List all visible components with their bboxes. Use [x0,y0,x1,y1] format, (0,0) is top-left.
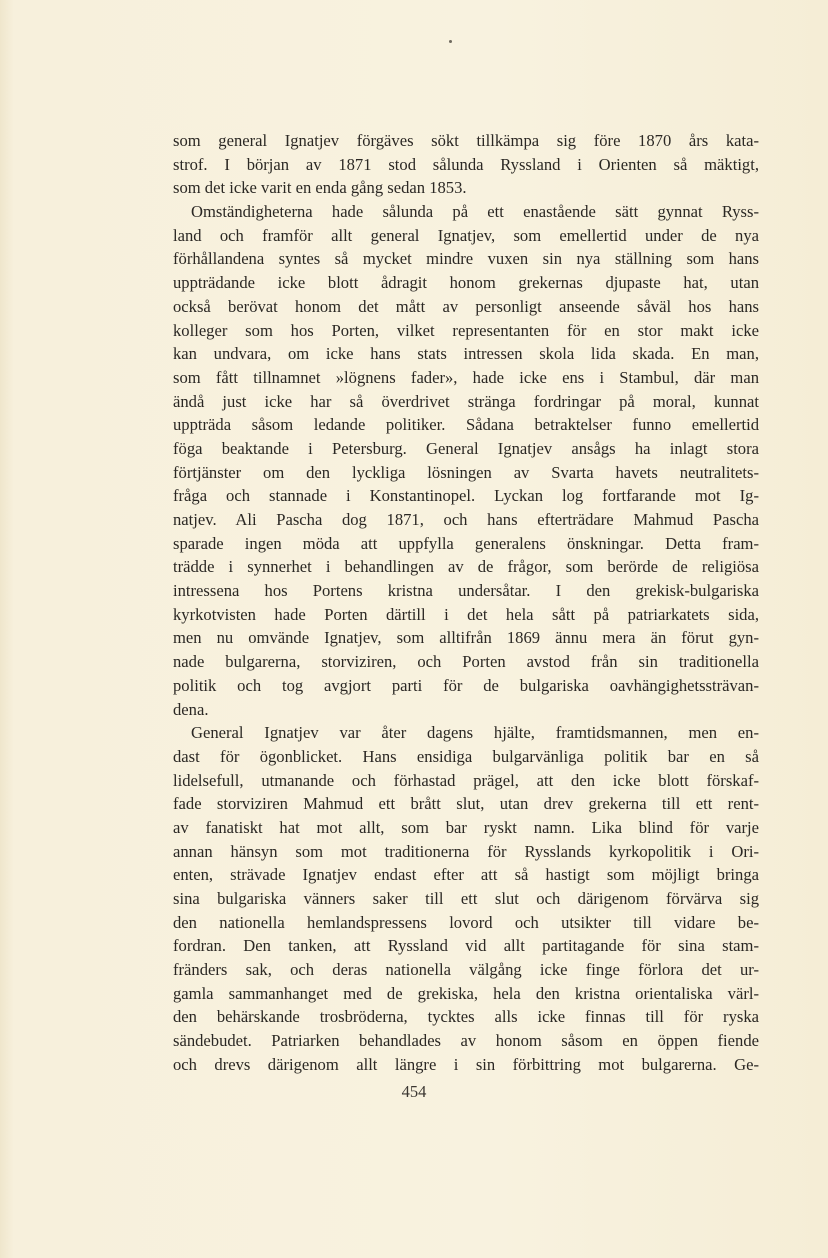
text-line: den behärskande trosbröderna, tycktes alls icke finnas till för ryska [173,1007,759,1027]
text-line: kyrkotvisten hade Porten därtill i det hela sått på patriarkatets sida, [173,604,759,624]
text-line: sparade ingen möda att uppfylla generalens önskningar. Detta fram- [173,533,759,553]
text-line: och drevs därigenom allt längre i sin förbittring mot bulgarerna. Ge- [173,1054,759,1074]
text-line: också berövat honom det mått av personligt anseende såväl hos hans [173,296,759,316]
text-line: sina bulgariska vänners saker till ett slut och därigenom förvärva sig [173,889,759,908]
page-number: 454 [401,1082,427,1101]
text-line: kan undvara, om icke hans stats intressen skola lida skada. En man, [173,344,759,364]
text-line: nade bulgarerna, storviziren, och Porten avstod från sin traditionella [173,652,759,672]
text-line: enten, strävade Ignatjev endast efter att så hastigt som möjligt bringa [173,865,759,885]
text-line: annan hänsyn som mot traditionerna för Rysslands kyrkopolitik i Ori- [173,841,759,861]
text-line: dast för ögonblicket. Hans ensidiga bulgarvänliga politik bar en så [173,746,759,766]
text-line: strof. I början av 1871 stod sålunda Ryssland i Orienten så mäktigt, [173,154,759,174]
text-line: som general Ignatjev förgäves sökt tillkämpa sig före 1870 års kata- [173,131,759,150]
text-line: dena. [173,699,209,719]
text-line: den nationella hemlandspressens lovord och utsikter till vidare be- [173,912,759,932]
text-line: men nu omvände Ignatjev, som alltifrån 1869 ännu mera än förut gyn- [173,628,759,648]
text-line: natjev. Ali Pascha dog 1871, och hans efterträdare Mahmud Pascha [173,510,759,529]
text-line: fade storviziren Mahmud ett brått slut, utan drev grekerna till ett rent- [173,794,759,814]
text-line: fordran. Den tanken, att Ryssland vid allt partitagande för sina stam- [173,936,759,956]
text-line: land och framför allt general Ignatjev, som emellertid under de nya [173,225,759,245]
text-line: av fanatiskt hat mot allt, som bar ryskt namn. Lika blind för varje [173,817,759,837]
text-line: trädde i synnerhet i behandlingen av de frågor, som berörde de religiösa [173,557,759,577]
text-line: som fått tillnamnet »lögnens fader», hade icke ens i Stambul, där man [173,367,759,387]
text-line: förtjänster om den lyckliga lösningen av Svarta havets neutralitets- [173,462,759,482]
text-line: föga beaktande i Petersburg. General Ignatjev ansågs ha inlagt stora [173,438,759,458]
text-line: intressena hos Portens kristna undersåtar. I den grekisk-bulgariska [173,581,759,601]
text-line: kolleger som hos Porten, vilket representanten för en stor makt icke [173,320,759,340]
text-line: Omständigheterna hade sålunda på ett enastående sätt gynnat Ryss- [191,202,759,222]
text-line: ändå just icke har så överdrivet stränga fordringar på moral, kunnat [173,391,759,411]
text-line: uppträda såsom ledande politiker. Sådana betraktelser funno emellertid [173,415,759,435]
text-line: som det icke varit en enda gång sedan 1853. [173,178,467,198]
text-line: lidelsefull, utmanande och förhastad prägel, att den icke blott förskaf- [173,770,759,790]
text-line: sändebudet. Patriarken behandlades av honom såsom en öppen fiende [173,1031,759,1051]
paper-speck [449,40,452,43]
text-line: uppträdande icke blott ådragit honom grekernas djupaste hat, utan [173,273,759,293]
text-line: fränders sak, och deras nationella välgång icke finge förlora det ur- [173,960,759,980]
text-line: fråga och stannade i Konstantinopel. Lyckan log fortfarande mot Ig- [173,486,759,506]
text-line: politik och tog avgjort parti för de bulgariska oavhängighetssträvan- [173,675,759,695]
text-line: gamla sammanhanget med de grekiska, hela den kristna orientaliska värl- [173,983,759,1003]
text-line: förhållandena syntes så mycket mindre vuxen sin nya ställning som hans [173,249,759,269]
body-text [173,129,759,1077]
text-line: General Ignatjev var åter dagens hjälte, framtidsmannen, men en- [191,723,759,743]
